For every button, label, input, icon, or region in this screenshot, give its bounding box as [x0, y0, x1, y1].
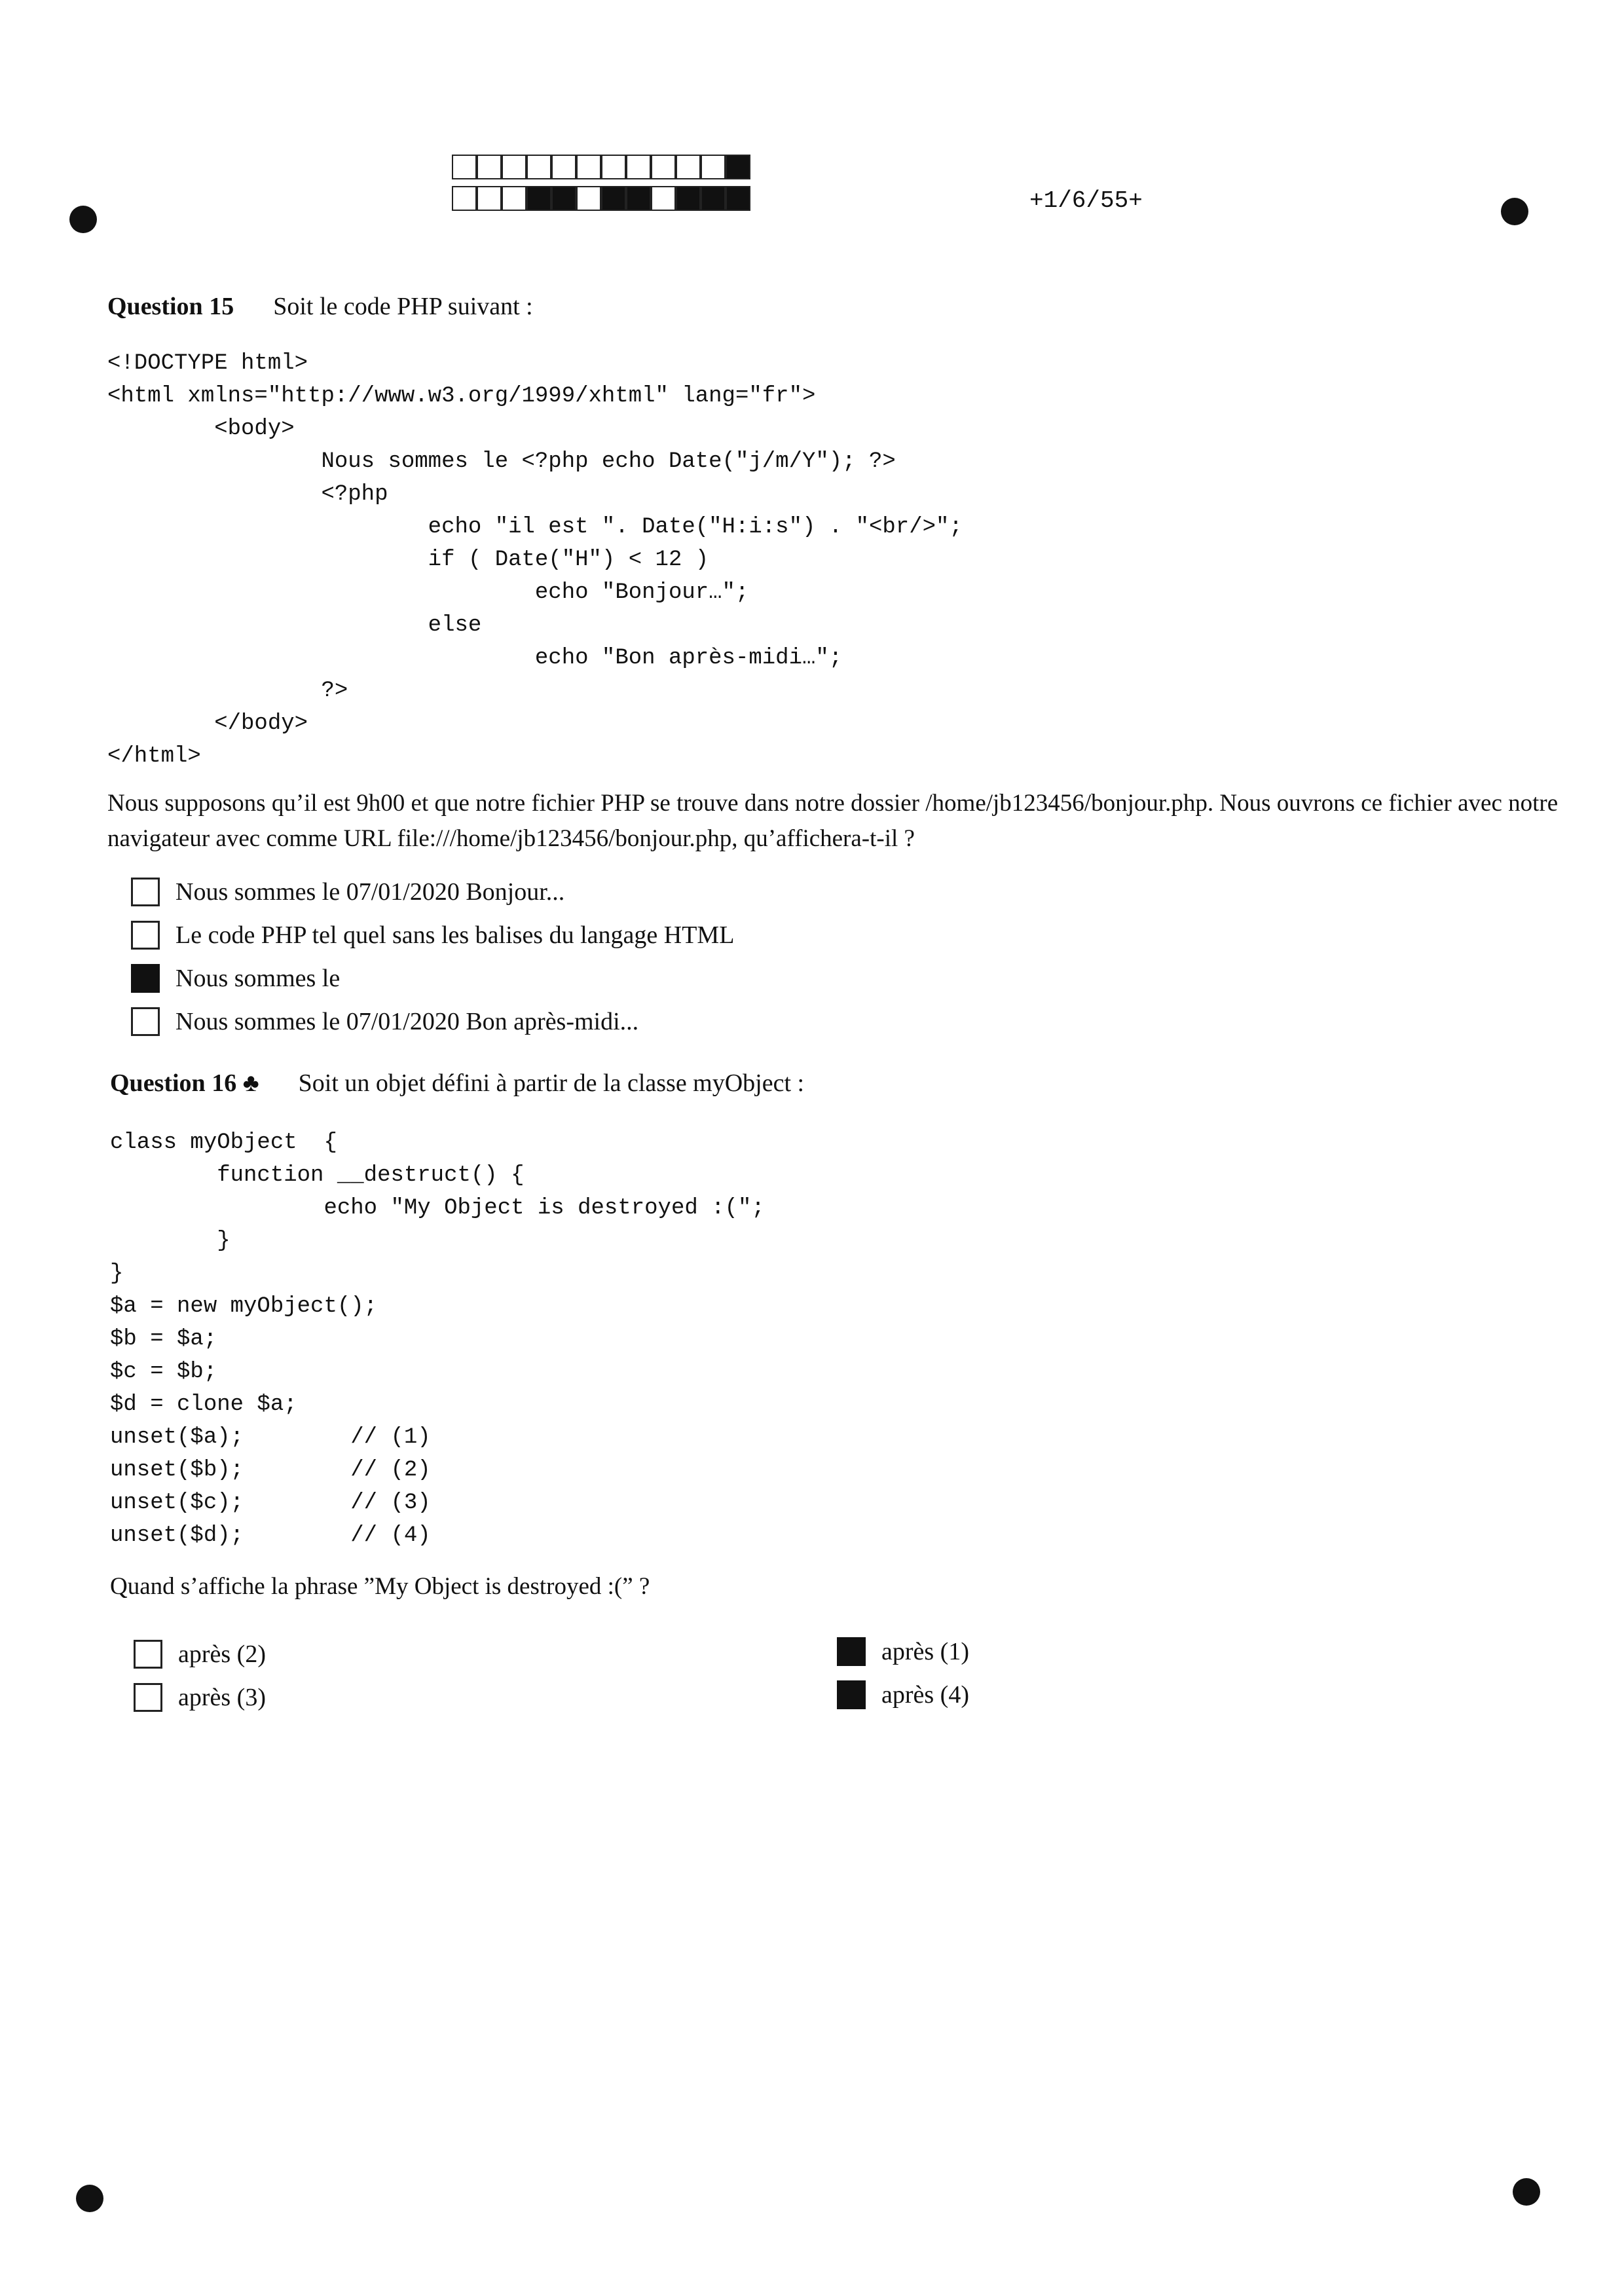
answer-checkbox[interactable]	[131, 964, 160, 993]
question-number: Question 15	[107, 293, 234, 320]
barcode-cell	[477, 155, 502, 179]
barcode-cell	[676, 155, 701, 179]
answer-label: après (2)	[178, 1640, 266, 1668]
q15-answer-1[interactable]	[131, 878, 564, 906]
answer-label: après (1)	[881, 1638, 969, 1665]
question-16-prompt: Quand s’affiche la phrase ”My Object is destroyed :(” ?	[110, 1573, 650, 1600]
barcode-cell	[626, 155, 651, 179]
answer-label: Nous sommes le 07/01/2020 Bonjour...	[175, 878, 565, 906]
question-title: Soit le code PHP suivant :	[273, 293, 533, 320]
barcode-cell	[526, 186, 551, 211]
barcode-cell	[701, 186, 726, 211]
q16-answer-1[interactable]	[134, 1640, 266, 1669]
answer-checkbox[interactable]	[134, 1640, 162, 1669]
barcode-cell	[502, 155, 526, 179]
answer-label: après (3)	[178, 1684, 266, 1711]
barcode-cell	[626, 186, 651, 211]
page-id: +1/6/55+	[1029, 187, 1143, 214]
question-number: Question 16 ♣	[110, 1069, 259, 1097]
question-title: Soit un objet défini à partir de la classe myObject :	[298, 1069, 805, 1097]
answer-checkbox[interactable]	[131, 878, 160, 906]
q15-answer-4[interactable]	[131, 1007, 638, 1036]
answer-checkbox[interactable]	[134, 1683, 162, 1712]
answer-checkbox[interactable]	[837, 1680, 866, 1709]
question-16-code: class myObject { function __destruct() { echo "My Object is destroyed :("; } } $a = new myObject(); $b = $a; $c = $b; $d = clone $a; unset($a); // (1) unset($b); // (2) unset($c); // (3) unset($d); // (4)	[110, 1130, 765, 1548]
barcode-cell	[701, 155, 726, 179]
barcode-cell	[601, 155, 626, 179]
barcode-row-bottom	[452, 186, 750, 212]
answer-label: après (4)	[881, 1681, 969, 1709]
answer-checkbox[interactable]	[131, 921, 160, 950]
question-16-header	[110, 1069, 804, 1098]
barcode-cell	[576, 155, 601, 179]
answer-label: Nous sommes le	[175, 965, 341, 992]
q15-answer-3[interactable]	[131, 964, 340, 993]
q16-answer-4[interactable]	[837, 1680, 969, 1709]
barcode-cell	[551, 186, 576, 211]
answer-label: Le code PHP tel quel sans les balises du langage HTML	[175, 921, 735, 949]
barcode-cell	[551, 155, 576, 179]
question-15-prompt: Nous supposons qu’il est 9h00 et que notre fichier PHP se trouve dans notre dossier /home/jb123456/bonjour.php. Nous ouvrons ce fichier avec notre navigateur avec comme URL file:///home/jb123456/bonjour.php, qu’affichera-t-il ?	[107, 790, 1559, 852]
barcode-cell	[452, 186, 477, 211]
barcode-cell	[601, 186, 626, 211]
barcode-cell	[676, 186, 701, 211]
barcode-cell	[526, 155, 551, 179]
answer-label: Nous sommes le 07/01/2020 Bon après-midi...	[175, 1008, 639, 1035]
barcode-cell	[726, 186, 750, 211]
barcode-cell	[576, 186, 601, 211]
answer-checkbox[interactable]	[837, 1637, 866, 1666]
q16-answer-3[interactable]	[837, 1637, 969, 1666]
barcode-cell	[477, 186, 502, 211]
barcode-cell	[502, 186, 526, 211]
corner-mark-bottom-right	[1513, 2178, 1540, 2206]
page-barcode	[452, 155, 750, 217]
q15-answer-2[interactable]	[131, 921, 734, 950]
q16-answer-2[interactable]	[134, 1683, 266, 1712]
barcode-row-top	[452, 155, 750, 181]
corner-mark-bottom-left	[76, 2185, 103, 2212]
barcode-cell	[726, 155, 750, 179]
corner-mark-top-right	[1501, 198, 1528, 225]
question-15-code: <!DOCTYPE html> <html xmlns="http://www.w3.org/1999/xhtml" lang="fr"> <body> Nous sommes le <?php echo Date("j/m/Y"); ?> <?php echo "il est ". Date("H:i:s") . "<br/>"; if ( Date("H") < 12 ) echo "Bonjour…"; else echo "Bon après-midi…"; ?> </body> </html>	[107, 351, 963, 769]
corner-mark-top-left	[69, 206, 97, 233]
barcode-cell	[452, 155, 477, 179]
answer-checkbox[interactable]	[131, 1007, 160, 1036]
question-15-header	[107, 292, 533, 321]
barcode-cell	[651, 155, 676, 179]
barcode-cell	[651, 186, 676, 211]
